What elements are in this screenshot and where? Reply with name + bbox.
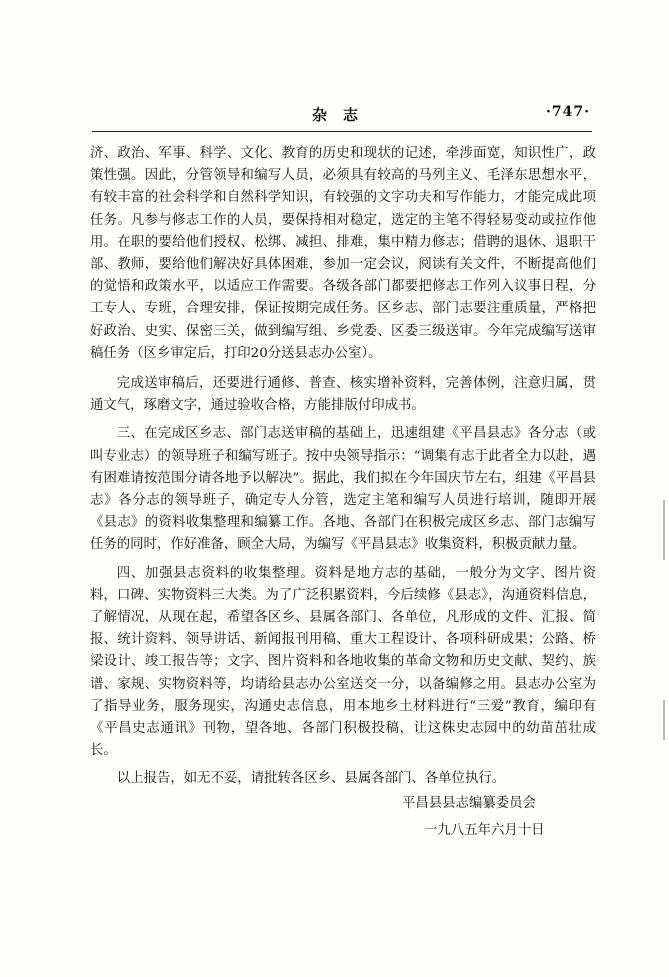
header-divider xyxy=(92,131,592,132)
page-header xyxy=(92,104,590,128)
page-number: ·747· xyxy=(546,104,590,120)
signature-organization: 平昌县县志编纂委员会 xyxy=(402,796,536,811)
scan-edge-mark xyxy=(663,700,665,740)
document-body xyxy=(90,143,596,791)
signature-date: 一九八五年六月十日 xyxy=(424,823,545,838)
paragraph-continuation: 济、政治、军事、科学、文化、教育的历史和现状的记述，牵涉面宽，知识性广，政策性强。因此，分管领导和编写人员，必须具有较高的马列主义、毛泽东思想水平，有较丰富的社会科学和自然科学知识，有较强的文字功夫和写作能力，才能完成此项任务。凡参与修志工作的人员，要保持相对稳定，选定的主笔不得轻易变动或拉作他用。在职的要给他们授权、松绑、减担、排难，集中精力修志；借聘的退休、退职干部、教师，要给他们解决好具体困难，参加一定会议，阅读有关文件，不断提高他们的觉悟和政策水平，以适应工作需要。各级各部门都要把修志工作列入议事日程，分工专人、专班，合理安排，保证按期完成任务。区乡志、部门志要注重质量，严格把好政治、史实、保密三关，做到编写组、乡党委、区委三级送审。今年完成编写送审稿任务（区乡审定后，打印20分送县志办公室）。 xyxy=(90,146,596,361)
paragraph-item-three: 三、在完成区乡志、部门志送审稿的基础上，迅速组建《平昌县志》各分志（或叫专业志）的领导班子和编写班子。按中央领导指示：“调集有志于此者全力以赴，遇有困难请按范围分请各地予以解决”。据此，我们拟在今年国庆节左右，组建《平昌县志》各分志的领导班子，确定专人分管，选定主笔和编写人员进行培训，随即开展《县志》的资料收集整理和编纂工作。各地、各部门在积极完成区乡志、部门志编写任务的同时，作好准备，顾全大局，为编写《平昌县志》收集资料，积极贡献力量。 xyxy=(90,426,596,553)
paragraph-closing: 以上报告，如无不妥，请批转各区乡、县属各部门、各单位执行。 xyxy=(116,771,506,787)
paragraph-item-four: 四、加强县志资料的收集整理。资料是地方志的基础，一般分为文字、图片资料，口碑、实物资料三大类。为了广泛积累资料，今后续修《县志》，沟通资料信息，了解情况，从现在起，希望各区乡、县属各部门、各单位，凡形成的文件、汇报、简报、统计资料、领导讲话、新闻报刊用稿、重大工程设计、各项科研成果；公路、桥梁设计、竣工报告等；文字、图片资料和各地收集的革命文物和历史文献、契约、族谱、家规、实物资料等，均请给县志办公室送交一分，以备编修之用。县志办公室为了指导业务，服务现实，沟通史志信息，用本地乡土材料进行“三爱”教育，编印有《平昌史志通讯》刊物，望各地、各部门积极投稿，让这株史志园中的幼苗茁壮成长。 xyxy=(90,565,596,759)
scan-edge-mark xyxy=(663,500,665,560)
journal-section-title: 杂志 xyxy=(312,106,375,124)
paragraph-review-process: 完成送审稿后，还要进行通修、普查、核实增补资料，完善体例，注意归属，贯通文气，琢磨文字，通过验收合格，方能排版付印成书。 xyxy=(90,376,596,414)
